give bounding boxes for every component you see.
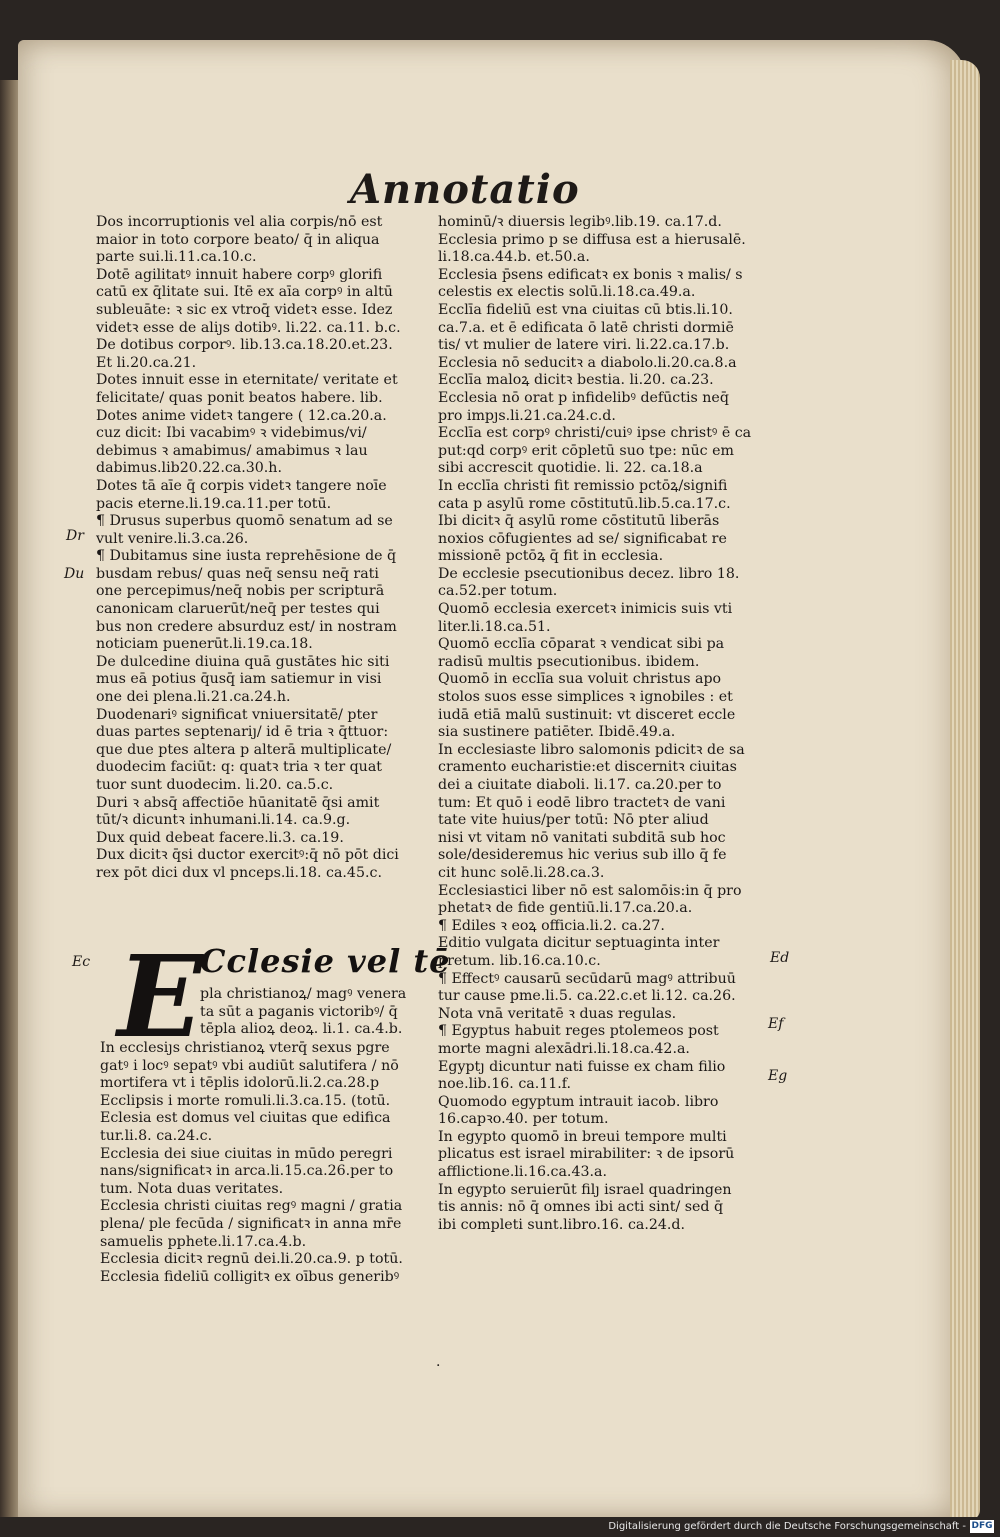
text-line: tur cause pme.li.5. ca.22.c.et li.12. ca.26. [438,988,736,1005]
text-line: busdam rebus/ quas neq̄ sensu neq̄ rati [96,565,379,582]
text-line: Ecclesia dei siue ciuitas in mūdo peregri [100,1145,393,1162]
text-line: afflictione.li.16.ca.43.a. [438,1164,607,1181]
text-line: mus eā potius q̄usq̄ iam satiemur in visi [96,671,382,688]
text-line: Dotē agilitatꝰ innuit habere corpꝰ glorifi [96,266,383,283]
text-line: tēpla alioꝝ deoꝝ. li.1. ca.4.b. [200,1021,403,1038]
text-line: In ecclīa christi fit remissio pctōꝝ/signifi [438,477,728,494]
text-line: tuor sunt duodecim. li.20. ca.5.c. [96,777,334,793]
text-line: parte sui.li.11.ca.10.c. [96,249,257,266]
text-line: pretum. lib.16.ca.10.c. [438,952,601,969]
signature-mark: · [436,1358,441,1374]
text-line: Ecclesia dicitꝛ regnū dei.li.20.ca.9. p totū. [100,1251,403,1268]
text-line: plena/ ple fecūda / significatꝛ in anna mr̄e [100,1215,402,1232]
text-line: dei a ciuitate diaboli. li.17. ca.20.per to [438,777,722,793]
text-line: Dux quid debeat facere.li.3. ca.19. [96,829,344,846]
margin-note-dr: Dr [66,528,84,544]
text-line: ¶ Ediles ꝛ eoꝝ officia.li.2. ca.27. [438,917,665,934]
text-line: phetatꝛ de fide gentiū.li.17.ca.20.a. [438,900,693,917]
text-line: cit hunc solē.li.28.ca.3. [438,864,605,881]
text-line: Quomō ecclīa cōparat ꝛ vendicat sibi pa [438,636,725,653]
right-column [438,214,768,1234]
text-line: Quomō in ecclīa sua voluit christus apo [438,671,722,688]
margin-note-eg: Eg [768,1068,788,1084]
text-line: Quomodo egyptum intrauit iacob. libro [438,1093,719,1110]
text-line: ¶ Egyptus habuit reges ptolemeos post [438,1023,719,1040]
text-line: li.18.ca.44.b. et.50.a. [438,249,590,266]
text-line: tis/ vt mulier de latere viri. li.22.ca.17.b. [438,337,730,354]
text-line: morte magni alexādri.li.18.ca.42.a. [438,1040,690,1057]
text-line: Ecclīa maloꝝ dicitꝛ bestia. li.20. ca.23. [438,372,714,389]
margin-note-ec: Ec [72,954,91,970]
text-line: gatꝰ i locꝰ sepatꝰ vbi audiūt salutifera / nō [100,1057,399,1074]
text-line: Dotes tā aīe q̄ corpis videtꝛ tangere noīe [96,477,387,494]
text-line: De dotibus corporꝰ. lib.13.ca.18.20.et.23. [96,337,393,354]
margin-note-ef: Ef [768,1016,784,1032]
text-line: plicatus est israel mirabiliter: ꝛ de ipsorū [438,1146,735,1163]
text-line: Ecclesiastici liber nō est salomōis:in q̄ pro [438,882,742,899]
text-line: samuelis pphete.li.17.ca.4.b. [100,1233,307,1250]
text-line: ibi completi sunt.libro.16. ca.24.d. [438,1216,686,1233]
text-line: cramento eucharistie:et discernitꝛ ciuitas [438,759,737,776]
text-line: pla christianoꝝ/ magꝰ venera [200,986,407,1002]
text-line: iudā etiā malū sustinuit: vt disceret eccle [438,706,736,723]
text-line: In egypto seruierūt filȷ israel quadringen [438,1181,732,1198]
text-line: tate vite huius/per totū: Nō pter aliud [438,812,709,829]
text-line: Nota vnā veritatē ꝛ duas regulas. [438,1005,677,1022]
text-line: dabimus.lib20.22.ca.30.h. [96,460,282,477]
text-line: felicitate/ quas ponit beatos habere. lib. [96,389,383,406]
text-line: Et li.20.ca.21. [96,354,197,371]
dfg-logo-icon: DFG [971,1521,993,1531]
text-line: ta sūt a paganis victoribꝰ/ q̄ [200,1003,398,1020]
text-line: Duri ꝛ absq̄ affectiōe hūanitatē q̄si amit [96,794,380,811]
text-line: Dotes innuit esse in eternitate/ veritate et [96,372,398,389]
text-line: subleuāte: ꝛ sic ex vtroq̄ videtꝛ esse. Idez [96,301,393,318]
text-line: Dos incorruptionis vel alia corpis/nō est [96,214,383,230]
left-column [96,214,426,883]
text-line: stolos suos esse simplices ꝛ ignobiles : et [438,689,733,706]
text-line: bus non credere absurduz est/ in nostram [96,618,397,635]
text-line: Dotes anime videtꝛ tangere ( 12.ca.20.a. [96,407,387,424]
text-line: ca.7.a. et ē edificata ō latē christi dormiē [438,319,734,336]
section-title: Cclesie vel tē [200,942,451,980]
text-line: cuz dicit: Ibi vacabimꝰ ꝛ videbimus/vi/ [96,425,367,442]
text-line: Ecclesia primo p se diffusa est a hierusalē. [438,231,746,248]
text-line: pro impȷs.li.21.ca.24.c.d. [438,407,616,424]
text-line: 16.capꝛo.40. per totum. [438,1111,609,1128]
text-line: que due ptes altera p alterā multiplicate/ [96,741,392,758]
text-line: put:qd corpꝰ erit cōpletū suo tpe: nūc em [438,442,734,459]
text-line: In egypto quomō in breui tempore multi [438,1128,727,1145]
text-line: Duodenariꝰ significat vniuersitatē/ pter [96,706,378,723]
text-line: Ibi dicitꝛ q̄ asylū rome cōstitutū liberās [438,513,720,530]
text-line: sibi accrescit quotidie. li. 22. ca.18.a [438,460,703,477]
text-line: radisū multis psecutionibus. ibidem. [438,653,700,670]
text-line: Egyptȷ dicuntur nati fuisse ex cham filio [438,1058,726,1075]
text-line: vult venire.li.3.ca.26. [96,530,249,547]
margin-note-du: Du [64,566,85,582]
text-line: Dux dicitꝛ q̄si ductor exercitꝰ:q̄ nō pōt dici [96,847,399,864]
text-line: Quomō ecclesia exercetꝛ inimicis suis vti [438,601,733,618]
text-line: hominū/ꝛ diuersis legibꝰ.lib.19. ca.17.d. [438,214,722,230]
text-line: tis annis: nō q̄ omnes ibi acti sint/ sed q̄ [438,1199,724,1216]
eccl-lines [100,1040,430,1286]
text-line: noe.lib.16. ca.11.f. [438,1076,572,1093]
text-line: duodecim faciūt: q: quatꝛ tria ꝛ ter quat [96,759,382,776]
text-line: Ecclipsis i morte romuli.li.3.ca.15. (totū. [100,1092,391,1109]
footer-credit: Digitalisierung gefördert durch die Deutsche Forschungsgemeinschaft - [608,1521,966,1532]
text-line: canonicam claruerūt/neq̄ per testes qui [96,601,380,618]
text-line: duas partes septenariȷ/ id ē tria ꝛ q̄ttuor: [96,724,389,741]
text-line: De dulcedine diuina quā gustātes hic siti [96,653,390,670]
text-line: Ecclīa est corpꝰ christi/cuiꝰ ipse christꝰ ē ca [438,425,752,442]
text-line: Ecclesia christi ciuitas regꝰ magni / gratia [100,1198,403,1215]
page-edges [950,60,980,1520]
text-line: sole/desideremus hic verius sub illo q̄ fe [438,847,727,864]
text-line: rex pōt dici dux vl pnceps.li.18. ca.45.c. [96,864,382,881]
text-line: nans/significatꝛ in arca.li.15.ca.26.per to [100,1163,394,1180]
text-line: Ecclesia nō seducitꝛ a diabolo.li.20.ca.8.a [438,354,737,371]
text-line: Eclesia est domus vel ciuitas que edifica [100,1110,391,1127]
text-line: De ecclesie psecutionibus decez. libro 18. [438,565,740,582]
text-line: mortifera vt i tēplis idolorū.li.2.ca.28.p [100,1075,380,1092]
text-line: noxios cōfugientes ad se/ significabat re [438,530,727,547]
text-line: ca.52.per totum. [438,583,558,600]
decorated-initial: E [117,932,203,1063]
text-line: Ecclesia fideliū colligitꝛ ex oībus generibꝰ [100,1268,400,1285]
text-line: Ecclesia nō orat p infidelibꝰ defūctis neq̄ [438,389,729,406]
text-line: Ecclīa fideliū est vna ciuitas cū btis.li.10. [438,301,733,318]
text-line: noticiam puenerūt.li.19.ca.18. [96,636,313,653]
text-line: debimus ꝛ amabimus/ amabimus ꝛ lau [96,442,368,459]
text-line: liter.li.18.ca.51. [438,618,551,635]
text-line: catū ex q̄litate sui. Itē ex aīa corpꝰ in altū [96,284,393,301]
text-line: celestis ex electis solū.li.18.ca.49.a. [438,284,696,301]
text-line: sia sustinere patiēter. Ibidē.49.a. [438,724,676,741]
text-line: missionē pctōꝝ q̄ fit in ecclesia. [438,548,664,565]
text-line: tum: Et quō i eodē libro tractetꝛ de vani [438,794,726,811]
text-line: tur.li.8. ca.24.c. [100,1127,213,1144]
text-line: cata p asylū rome cōstitutū.lib.5.ca.17.c. [438,495,731,512]
text-line: ¶ Drusus superbus quomō senatum ad se [96,513,393,530]
eccl-narrow-lines [200,986,430,1039]
margin-note-ed: Ed [770,950,790,966]
text-line: ¶ Effectꝰ causarū secūdarū magꝰ attribuū [438,970,736,987]
text-line: one dei plena.li.21.ca.24.h. [96,689,291,706]
text-line: Ecclesia p̄sens edificatꝛ ex bonis ꝛ malis/ s [438,266,743,283]
text-line: In ecclesiȷs christianoꝝ vterq̄ sexus pgre [100,1040,390,1056]
text-line: Editio vulgata dicitur septuaginta inter [438,935,720,952]
text-line: pacis eterne.li.19.ca.11.per totū. [96,495,332,512]
text-line: In ecclesiaste libro salomonis pdicitꝛ de sa [438,741,745,758]
text-line: nisi vt vitam nō vanitati subditā sub hoc [438,829,726,846]
text-line: maior in toto corpore beato/ q̄ in aliqua [96,231,380,248]
text-line: tūt/ꝛ dicuntꝛ inhumani.li.14. ca.9.g. [96,812,351,829]
text-line: ¶ Dubitamus sine iusta reprehēsione de q̄ [96,548,397,565]
text-line: videtꝛ esse de aliȷs dotibꝰ. li.22. ca.11. b.c. [96,319,401,336]
text-line: tum. Nota duas veritates. [100,1180,284,1197]
page-heading: Annotatio [350,166,580,213]
text-line: one percepimus/neq̄ nobis per scripturā [96,583,385,600]
